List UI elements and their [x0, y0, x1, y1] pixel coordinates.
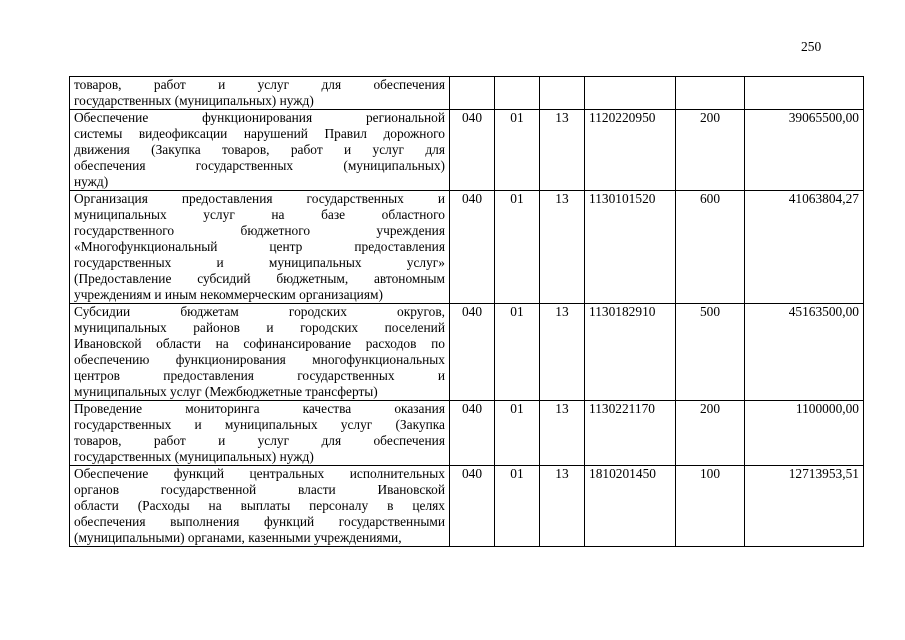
row-description-line: области (Расходы на выплаты персоналу в целях: [74, 498, 445, 513]
expense-type-cell: 200: [676, 110, 745, 191]
table-row: [70, 401, 864, 466]
target-article-cell: [585, 77, 676, 110]
row-description-line: муниципальных услуг (Межбюджетные трансферты): [74, 384, 378, 399]
amount-cell: 1100000,00: [745, 401, 864, 466]
row-description-cell: [70, 77, 450, 110]
target-article-cell: 1130221170: [585, 401, 676, 466]
admin-code-cell: 040: [450, 304, 495, 401]
row-description-line: обеспечения выполнения функций государственными: [74, 514, 445, 529]
row-description-cell: [70, 304, 450, 401]
subsection-code-cell: [540, 77, 585, 110]
row-description-line: обеспечению функционирования многофункциональных: [74, 352, 445, 367]
row-description-line: движения (Закупка товаров, работ и услуг для: [74, 142, 445, 157]
table-row: [70, 77, 864, 110]
admin-code-cell: 040: [450, 110, 495, 191]
target-article-cell: 1810201450: [585, 466, 676, 547]
row-description-line: «Многофункциональный центр предоставления: [74, 239, 445, 254]
subsection-code-cell: 13: [540, 191, 585, 304]
row-description-cell: [70, 401, 450, 466]
row-description-line: Субсидии бюджетам городских округов,: [74, 304, 445, 319]
target-article-cell: 1130101520: [585, 191, 676, 304]
row-description-cell: [70, 466, 450, 547]
subsection-code-cell: 13: [540, 304, 585, 401]
section-code-cell: 01: [495, 466, 540, 547]
table-row: [70, 466, 864, 547]
table-body: [70, 77, 864, 547]
expense-type-cell: 100: [676, 466, 745, 547]
row-description-line: системы видеофиксации нарушений Правил дорожного: [74, 126, 445, 141]
amount-cell: [745, 77, 864, 110]
admin-code-cell: 040: [450, 466, 495, 547]
expense-type-cell: 600: [676, 191, 745, 304]
row-description-line: Ивановской области на софинансирование расходов по: [74, 336, 445, 351]
row-description-line: государственных (муниципальных) нужд): [74, 449, 314, 464]
row-description-line: учреждениям и иным некоммерческим организациям): [74, 287, 383, 302]
row-description-line: государственных и муниципальных услуг (Закупка: [74, 417, 445, 432]
row-description-cell: [70, 110, 450, 191]
row-description-line: муниципальных районов и городских поселений: [74, 320, 445, 335]
expense-type-cell: [676, 77, 745, 110]
row-description-line: государственных (муниципальных) нужд): [74, 93, 314, 108]
row-description-line: государственного бюджетного учреждения: [74, 223, 445, 238]
row-description-line: товаров, работ и услуг для обеспечения: [74, 77, 445, 92]
amount-cell: 12713953,51: [745, 466, 864, 547]
target-article-cell: 1120220950: [585, 110, 676, 191]
admin-code-cell: 040: [450, 191, 495, 304]
amount-cell: 39065500,00: [745, 110, 864, 191]
row-description-line: (муниципальными) органами, казенными учреждениями,: [74, 530, 402, 545]
admin-code-cell: 040: [450, 401, 495, 466]
row-description-line: Организация предоставления государственных и: [74, 191, 445, 206]
row-description-line: нужд): [74, 174, 109, 189]
subsection-code-cell: 13: [540, 466, 585, 547]
section-code-cell: 01: [495, 304, 540, 401]
row-description-line: (Предоставление субсидий бюджетным, автономным: [74, 271, 445, 286]
row-description-line: Обеспечение функций центральных исполнительных: [74, 466, 445, 481]
admin-code-cell: [450, 77, 495, 110]
subsection-code-cell: 13: [540, 401, 585, 466]
row-description-cell: [70, 191, 450, 304]
row-description-line: органов государственной власти Ивановской: [74, 482, 445, 497]
section-code-cell: 01: [495, 401, 540, 466]
row-description-line: центров предоставления государственных и: [74, 368, 445, 383]
subsection-code-cell: 13: [540, 110, 585, 191]
row-description-line: Обеспечение функционирования региональной: [74, 110, 445, 125]
row-description-line: муниципальных услуг на базе областного: [74, 207, 445, 222]
section-code-cell: [495, 77, 540, 110]
table-row: [70, 110, 864, 191]
row-description-line: Проведение мониторинга качества оказания: [74, 401, 445, 416]
section-code-cell: 01: [495, 110, 540, 191]
table-row: [70, 191, 864, 304]
row-description-line: государственных и муниципальных услуг»: [74, 255, 445, 270]
expense-type-cell: 200: [676, 401, 745, 466]
table-row: [70, 304, 864, 401]
row-description-line: товаров, работ и услуг для обеспечения: [74, 433, 445, 448]
budget-table: [69, 76, 864, 547]
amount-cell: 41063804,27: [745, 191, 864, 304]
row-description-line: обеспечения государственных (муниципальных): [74, 158, 445, 173]
amount-cell: 45163500,00: [745, 304, 864, 401]
page-number: 250: [801, 39, 822, 54]
expense-type-cell: 500: [676, 304, 745, 401]
target-article-cell: 1130182910: [585, 304, 676, 401]
section-code-cell: 01: [495, 191, 540, 304]
